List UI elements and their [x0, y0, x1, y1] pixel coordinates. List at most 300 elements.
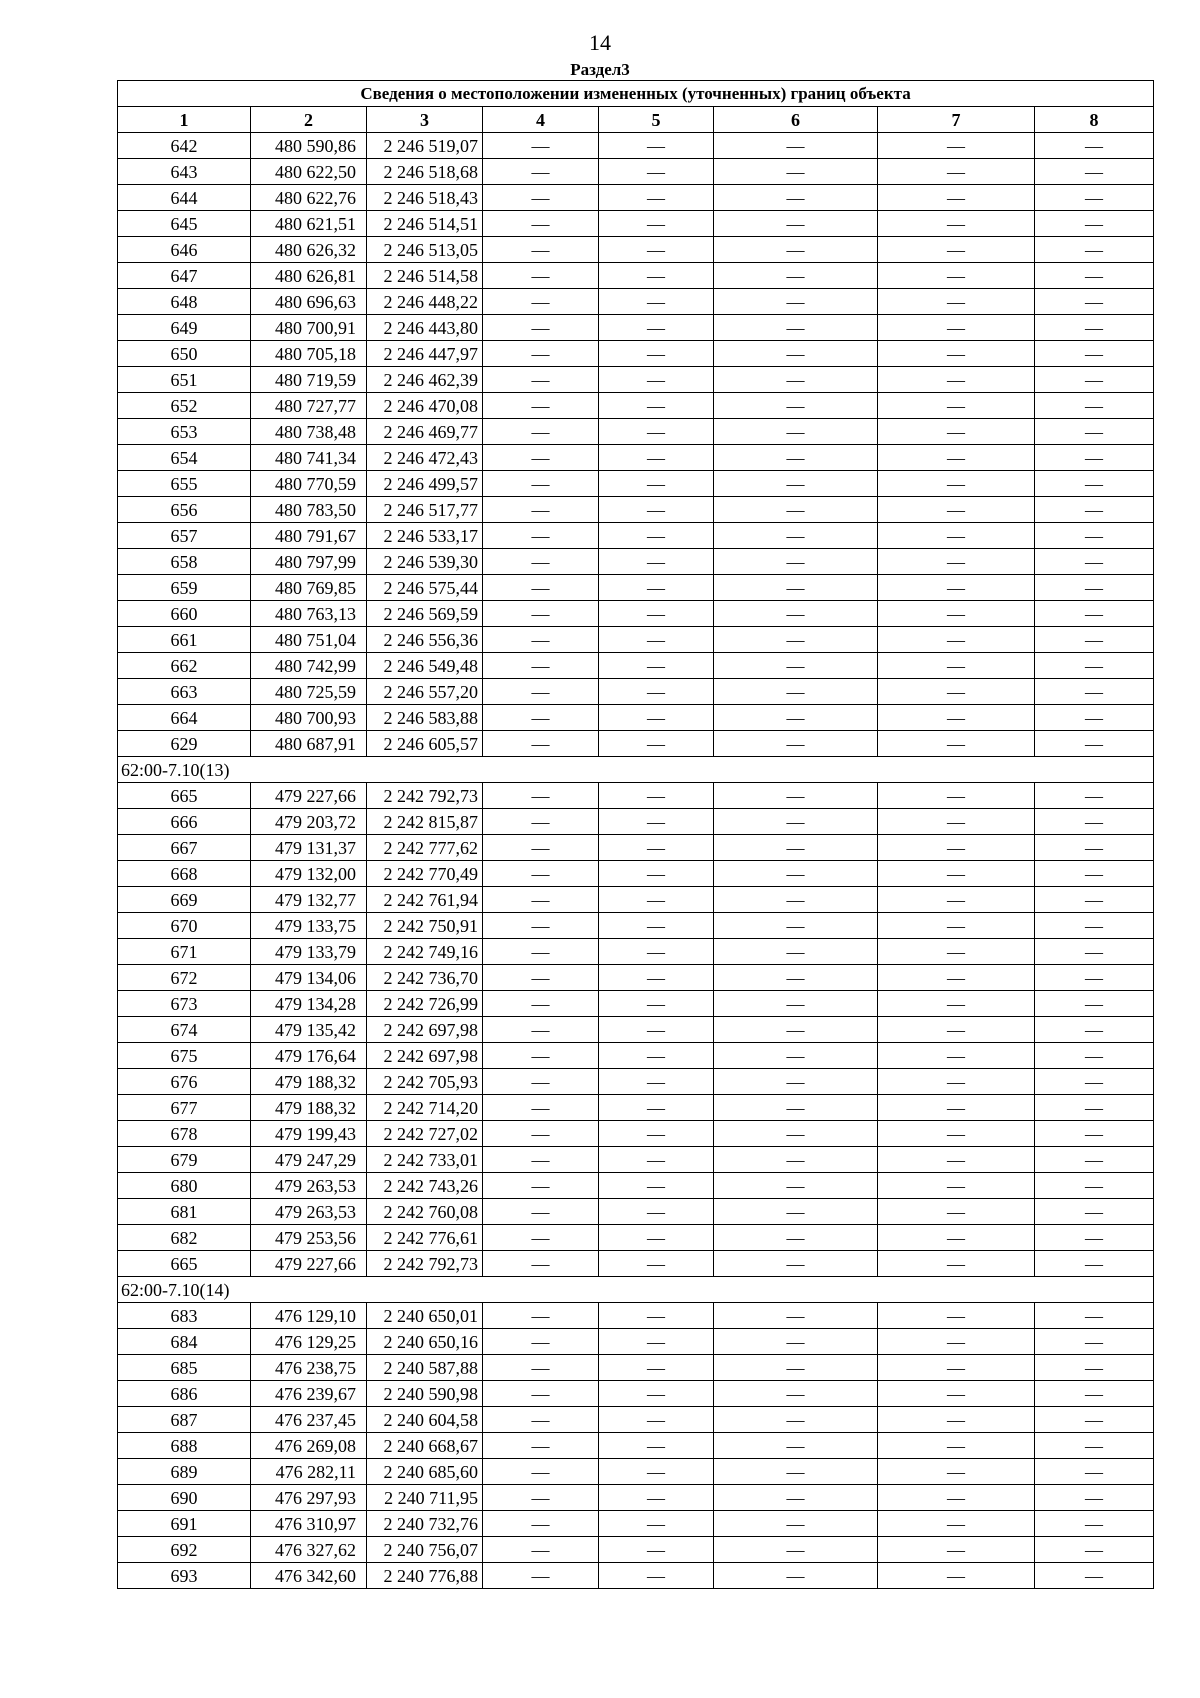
y-coordinate-cell: 2 246 519,07 — [367, 133, 483, 159]
x-coordinate-cell: 479 135,42 — [251, 1017, 367, 1043]
group-header-row — [118, 1277, 1154, 1303]
table-row — [118, 653, 1154, 679]
table-row — [118, 731, 1154, 757]
empty-value-cell: — — [878, 1329, 1035, 1355]
point-number-cell: 672 — [118, 965, 251, 991]
y-coordinate-cell: 2 246 518,43 — [367, 185, 483, 211]
point-number-cell: 651 — [118, 367, 251, 393]
empty-value-cell: — — [878, 393, 1035, 419]
page-number: 14 — [589, 30, 611, 55]
empty-value-cell: — — [483, 1173, 599, 1199]
point-number-cell: 682 — [118, 1225, 251, 1251]
x-coordinate-cell: 479 188,32 — [251, 1095, 367, 1121]
empty-value-cell: — — [878, 1355, 1035, 1381]
point-number-cell: 666 — [118, 809, 251, 835]
empty-value-cell: — — [714, 367, 878, 393]
empty-value-cell: — — [483, 1017, 599, 1043]
x-coordinate-cell: 480 621,51 — [251, 211, 367, 237]
empty-value-cell: — — [1035, 471, 1154, 497]
x-coordinate-cell: 479 132,00 — [251, 861, 367, 887]
empty-value-cell: — — [483, 835, 599, 861]
group-header-row — [118, 757, 1154, 783]
empty-value-cell: — — [1035, 1251, 1154, 1277]
y-coordinate-cell: 2 246 514,58 — [367, 263, 483, 289]
point-number-cell: 679 — [118, 1147, 251, 1173]
empty-value-cell: — — [1035, 731, 1154, 757]
y-coordinate-cell: 2 242 815,87 — [367, 809, 483, 835]
empty-value-cell: — — [1035, 575, 1154, 601]
x-coordinate-cell: 480 797,99 — [251, 549, 367, 575]
empty-value-cell: — — [878, 549, 1035, 575]
point-number-cell: 674 — [118, 1017, 251, 1043]
empty-value-cell: — — [714, 939, 878, 965]
y-coordinate-cell: 2 242 750,91 — [367, 913, 483, 939]
y-coordinate-cell: 2 246 447,97 — [367, 341, 483, 367]
empty-value-cell: — — [599, 1563, 714, 1589]
table-row — [118, 575, 1154, 601]
empty-value-cell: — — [714, 1355, 878, 1381]
y-coordinate-cell: 2 240 776,88 — [367, 1563, 483, 1589]
empty-value-cell: — — [714, 1017, 878, 1043]
table-row — [118, 341, 1154, 367]
point-number-cell: 647 — [118, 263, 251, 289]
y-coordinate-cell: 2 242 749,16 — [367, 939, 483, 965]
empty-value-cell: — — [483, 159, 599, 185]
empty-value-cell: — — [483, 549, 599, 575]
empty-value-cell: — — [878, 211, 1035, 237]
table-caption: Сведения о местоположении измененных (уточненных) границ объекта — [118, 81, 1154, 107]
empty-value-cell: — — [714, 887, 878, 913]
empty-value-cell: — — [714, 1485, 878, 1511]
empty-value-cell: — — [599, 471, 714, 497]
empty-value-cell: — — [878, 497, 1035, 523]
column-header: 1 — [118, 107, 251, 133]
empty-value-cell: — — [714, 1173, 878, 1199]
empty-value-cell: — — [599, 211, 714, 237]
empty-value-cell: — — [483, 1121, 599, 1147]
empty-value-cell: — — [483, 419, 599, 445]
x-coordinate-cell: 479 247,29 — [251, 1147, 367, 1173]
empty-value-cell: — — [878, 1537, 1035, 1563]
empty-value-cell: — — [599, 627, 714, 653]
empty-value-cell: — — [483, 1433, 599, 1459]
empty-value-cell: — — [1035, 965, 1154, 991]
empty-value-cell: — — [714, 1511, 878, 1537]
empty-value-cell: — — [483, 133, 599, 159]
point-number-cell: 690 — [118, 1485, 251, 1511]
point-number-cell: 693 — [118, 1563, 251, 1589]
point-number-cell: 648 — [118, 289, 251, 315]
empty-value-cell: — — [1035, 1173, 1154, 1199]
y-coordinate-cell: 2 246 513,05 — [367, 237, 483, 263]
empty-value-cell: — — [599, 133, 714, 159]
point-number-cell: 687 — [118, 1407, 251, 1433]
empty-value-cell: — — [599, 1407, 714, 1433]
table-row — [118, 289, 1154, 315]
empty-value-cell: — — [878, 783, 1035, 809]
parcel-group-label: 62:00-7.10(14) — [118, 1277, 1154, 1303]
x-coordinate-cell: 480 705,18 — [251, 341, 367, 367]
empty-value-cell: — — [483, 653, 599, 679]
empty-value-cell: — — [483, 1563, 599, 1589]
table-body — [118, 133, 1154, 1589]
empty-value-cell: — — [714, 263, 878, 289]
empty-value-cell: — — [483, 1407, 599, 1433]
empty-value-cell: — — [599, 237, 714, 263]
empty-value-cell: — — [483, 705, 599, 731]
y-coordinate-cell: 2 242 792,73 — [367, 783, 483, 809]
empty-value-cell: — — [714, 237, 878, 263]
empty-value-cell: — — [599, 835, 714, 861]
empty-value-cell: — — [1035, 1537, 1154, 1563]
empty-value-cell: — — [878, 1043, 1035, 1069]
empty-value-cell: — — [599, 731, 714, 757]
empty-value-cell: — — [878, 965, 1035, 991]
y-coordinate-cell: 2 240 711,95 — [367, 1485, 483, 1511]
empty-value-cell: — — [714, 211, 878, 237]
y-coordinate-cell: 2 240 650,16 — [367, 1329, 483, 1355]
empty-value-cell: — — [483, 809, 599, 835]
y-coordinate-cell: 2 242 770,49 — [367, 861, 483, 887]
table-row — [118, 1355, 1154, 1381]
empty-value-cell: — — [1035, 497, 1154, 523]
empty-value-cell: — — [483, 601, 599, 627]
table-row — [118, 1485, 1154, 1511]
empty-value-cell: — — [483, 575, 599, 601]
empty-value-cell: — — [714, 1199, 878, 1225]
empty-value-cell: — — [878, 679, 1035, 705]
x-coordinate-cell: 480 626,81 — [251, 263, 367, 289]
empty-value-cell: — — [483, 1537, 599, 1563]
empty-value-cell: — — [599, 263, 714, 289]
table-row — [118, 185, 1154, 211]
empty-value-cell: — — [714, 133, 878, 159]
y-coordinate-cell: 2 242 760,08 — [367, 1199, 483, 1225]
empty-value-cell: — — [599, 601, 714, 627]
empty-value-cell: — — [1035, 393, 1154, 419]
x-coordinate-cell: 479 133,79 — [251, 939, 367, 965]
empty-value-cell: — — [1035, 263, 1154, 289]
x-coordinate-cell: 479 227,66 — [251, 1251, 367, 1277]
empty-value-cell: — — [878, 861, 1035, 887]
y-coordinate-cell: 2 240 732,76 — [367, 1511, 483, 1537]
table-row — [118, 1251, 1154, 1277]
empty-value-cell: — — [714, 575, 878, 601]
table-row — [118, 263, 1154, 289]
table-row — [118, 601, 1154, 627]
section-title: Раздел3 — [570, 60, 630, 79]
empty-value-cell: — — [878, 1433, 1035, 1459]
x-coordinate-cell: 480 719,59 — [251, 367, 367, 393]
empty-value-cell: — — [599, 913, 714, 939]
point-number-cell: 669 — [118, 887, 251, 913]
table-row — [118, 445, 1154, 471]
empty-value-cell: — — [878, 627, 1035, 653]
empty-value-cell: — — [1035, 991, 1154, 1017]
table-row — [118, 393, 1154, 419]
x-coordinate-cell: 480 791,67 — [251, 523, 367, 549]
empty-value-cell: — — [599, 1225, 714, 1251]
x-coordinate-cell: 476 342,60 — [251, 1563, 367, 1589]
empty-value-cell: — — [599, 1355, 714, 1381]
y-coordinate-cell: 2 246 514,51 — [367, 211, 483, 237]
empty-value-cell: — — [599, 289, 714, 315]
empty-value-cell: — — [878, 809, 1035, 835]
empty-value-cell: — — [599, 1147, 714, 1173]
table-row — [118, 965, 1154, 991]
empty-value-cell: — — [714, 601, 878, 627]
point-number-cell: 685 — [118, 1355, 251, 1381]
x-coordinate-cell: 479 131,37 — [251, 835, 367, 861]
empty-value-cell: — — [714, 1329, 878, 1355]
empty-value-cell: — — [1035, 783, 1154, 809]
empty-value-cell: — — [1035, 237, 1154, 263]
empty-value-cell: — — [714, 1225, 878, 1251]
empty-value-cell: — — [1035, 601, 1154, 627]
empty-value-cell: — — [483, 1381, 599, 1407]
empty-value-cell: — — [483, 497, 599, 523]
table-row — [118, 315, 1154, 341]
point-number-cell: 673 — [118, 991, 251, 1017]
x-coordinate-cell: 479 176,64 — [251, 1043, 367, 1069]
empty-value-cell: — — [878, 653, 1035, 679]
x-coordinate-cell: 476 282,11 — [251, 1459, 367, 1485]
table-row — [118, 861, 1154, 887]
column-header: 4 — [483, 107, 599, 133]
empty-value-cell: — — [714, 1147, 878, 1173]
empty-value-cell: — — [483, 445, 599, 471]
empty-value-cell: — — [483, 1511, 599, 1537]
empty-value-cell: — — [483, 523, 599, 549]
empty-value-cell: — — [714, 1121, 878, 1147]
y-coordinate-cell: 2 246 556,36 — [367, 627, 483, 653]
empty-value-cell: — — [878, 1251, 1035, 1277]
empty-value-cell: — — [878, 419, 1035, 445]
empty-value-cell: — — [1035, 679, 1154, 705]
x-coordinate-cell: 480 738,48 — [251, 419, 367, 445]
empty-value-cell: — — [1035, 1303, 1154, 1329]
empty-value-cell: — — [878, 1563, 1035, 1589]
table-row — [118, 991, 1154, 1017]
empty-value-cell: — — [599, 315, 714, 341]
empty-value-cell: — — [714, 393, 878, 419]
y-coordinate-cell: 2 246 518,68 — [367, 159, 483, 185]
y-coordinate-cell: 2 240 650,01 — [367, 1303, 483, 1329]
empty-value-cell: — — [878, 1381, 1035, 1407]
x-coordinate-cell: 480 725,59 — [251, 679, 367, 705]
empty-value-cell: — — [1035, 523, 1154, 549]
empty-value-cell: — — [714, 835, 878, 861]
x-coordinate-cell: 476 129,10 — [251, 1303, 367, 1329]
x-coordinate-cell: 476 239,67 — [251, 1381, 367, 1407]
empty-value-cell: — — [714, 185, 878, 211]
point-number-cell: 658 — [118, 549, 251, 575]
empty-value-cell: — — [483, 393, 599, 419]
point-number-cell: 681 — [118, 1199, 251, 1225]
empty-value-cell: — — [714, 159, 878, 185]
empty-value-cell: — — [483, 1069, 599, 1095]
y-coordinate-cell: 2 242 777,62 — [367, 835, 483, 861]
table-row — [118, 1225, 1154, 1251]
empty-value-cell: — — [878, 523, 1035, 549]
empty-value-cell: — — [1035, 1485, 1154, 1511]
empty-value-cell: — — [1035, 1017, 1154, 1043]
x-coordinate-cell: 479 263,53 — [251, 1199, 367, 1225]
empty-value-cell: — — [878, 1173, 1035, 1199]
table-row — [118, 1069, 1154, 1095]
empty-value-cell: — — [878, 341, 1035, 367]
empty-value-cell: — — [483, 1043, 599, 1069]
empty-value-cell: — — [483, 211, 599, 237]
empty-value-cell: — — [878, 913, 1035, 939]
empty-value-cell: — — [1035, 705, 1154, 731]
table-row — [118, 679, 1154, 705]
table-row — [118, 1303, 1154, 1329]
table-row — [118, 1511, 1154, 1537]
table-row — [118, 809, 1154, 835]
empty-value-cell: — — [483, 1355, 599, 1381]
empty-value-cell: — — [1035, 1095, 1154, 1121]
empty-value-cell: — — [714, 653, 878, 679]
empty-value-cell: — — [714, 1043, 878, 1069]
empty-value-cell: — — [599, 1303, 714, 1329]
x-coordinate-cell: 479 134,06 — [251, 965, 367, 991]
x-coordinate-cell: 480 727,77 — [251, 393, 367, 419]
table-row — [118, 237, 1154, 263]
empty-value-cell: — — [1035, 1355, 1154, 1381]
empty-value-cell: — — [1035, 913, 1154, 939]
y-coordinate-cell: 2 242 727,02 — [367, 1121, 483, 1147]
table-row — [118, 211, 1154, 237]
empty-value-cell: — — [483, 1225, 599, 1251]
point-number-cell: 645 — [118, 211, 251, 237]
y-coordinate-cell: 2 246 499,57 — [367, 471, 483, 497]
empty-value-cell: — — [599, 419, 714, 445]
empty-value-cell: — — [1035, 159, 1154, 185]
empty-value-cell: — — [599, 1017, 714, 1043]
column-header: 2 — [251, 107, 367, 133]
point-number-cell: 654 — [118, 445, 251, 471]
empty-value-cell: — — [1035, 653, 1154, 679]
x-coordinate-cell: 480 622,50 — [251, 159, 367, 185]
point-number-cell: 650 — [118, 341, 251, 367]
empty-value-cell: — — [599, 367, 714, 393]
empty-value-cell: — — [714, 497, 878, 523]
empty-value-cell: — — [599, 939, 714, 965]
empty-value-cell: — — [483, 1095, 599, 1121]
table-row — [118, 1433, 1154, 1459]
empty-value-cell: — — [1035, 211, 1154, 237]
empty-value-cell: — — [1035, 185, 1154, 211]
y-coordinate-cell: 2 246 605,57 — [367, 731, 483, 757]
y-coordinate-cell: 2 246 575,44 — [367, 575, 483, 601]
x-coordinate-cell: 480 741,34 — [251, 445, 367, 471]
y-coordinate-cell: 2 242 743,26 — [367, 1173, 483, 1199]
empty-value-cell: — — [714, 1537, 878, 1563]
empty-value-cell: — — [1035, 367, 1154, 393]
table-row — [118, 1095, 1154, 1121]
empty-value-cell: — — [714, 861, 878, 887]
table-row — [118, 705, 1154, 731]
empty-value-cell: — — [714, 1407, 878, 1433]
point-number-cell: 652 — [118, 393, 251, 419]
column-header: 8 — [1035, 107, 1154, 133]
point-number-cell: 665 — [118, 783, 251, 809]
x-coordinate-cell: 476 310,97 — [251, 1511, 367, 1537]
point-number-cell: 688 — [118, 1433, 251, 1459]
empty-value-cell: — — [1035, 939, 1154, 965]
empty-value-cell: — — [483, 341, 599, 367]
y-coordinate-cell: 2 242 736,70 — [367, 965, 483, 991]
empty-value-cell: — — [878, 575, 1035, 601]
empty-value-cell: — — [599, 861, 714, 887]
y-coordinate-cell: 2 240 685,60 — [367, 1459, 483, 1485]
x-coordinate-cell: 479 132,77 — [251, 887, 367, 913]
empty-value-cell: — — [599, 1459, 714, 1485]
table-row — [118, 887, 1154, 913]
table-row — [118, 835, 1154, 861]
y-coordinate-cell: 2 246 569,59 — [367, 601, 483, 627]
point-number-cell: 661 — [118, 627, 251, 653]
empty-value-cell: — — [1035, 1121, 1154, 1147]
empty-value-cell: — — [483, 627, 599, 653]
empty-value-cell: — — [599, 1485, 714, 1511]
empty-value-cell: — — [878, 1485, 1035, 1511]
empty-value-cell: — — [483, 991, 599, 1017]
table-row — [118, 1381, 1154, 1407]
empty-value-cell: — — [714, 1069, 878, 1095]
empty-value-cell: — — [714, 913, 878, 939]
empty-value-cell: — — [599, 1433, 714, 1459]
point-number-cell: 649 — [118, 315, 251, 341]
point-number-cell: 686 — [118, 1381, 251, 1407]
point-number-cell: 643 — [118, 159, 251, 185]
empty-value-cell: — — [599, 341, 714, 367]
y-coordinate-cell: 2 246 549,48 — [367, 653, 483, 679]
empty-value-cell: — — [714, 1563, 878, 1589]
y-coordinate-cell: 2 242 705,93 — [367, 1069, 483, 1095]
empty-value-cell: — — [599, 1199, 714, 1225]
table-row — [118, 367, 1154, 393]
empty-value-cell: — — [714, 809, 878, 835]
y-coordinate-cell: 2 240 590,98 — [367, 1381, 483, 1407]
empty-value-cell: — — [483, 1147, 599, 1173]
table-row — [118, 549, 1154, 575]
y-coordinate-cell: 2 242 792,73 — [367, 1251, 483, 1277]
empty-value-cell: — — [1035, 809, 1154, 835]
parcel-group-label: 62:00-7.10(13) — [118, 757, 1154, 783]
x-coordinate-cell: 476 238,75 — [251, 1355, 367, 1381]
x-coordinate-cell: 480 590,86 — [251, 133, 367, 159]
empty-value-cell: — — [599, 991, 714, 1017]
empty-value-cell: — — [483, 1199, 599, 1225]
empty-value-cell: — — [599, 159, 714, 185]
column-header: 7 — [878, 107, 1035, 133]
empty-value-cell: — — [878, 887, 1035, 913]
empty-value-cell: — — [1035, 289, 1154, 315]
x-coordinate-cell: 479 199,43 — [251, 1121, 367, 1147]
point-number-cell: 668 — [118, 861, 251, 887]
point-number-cell: 662 — [118, 653, 251, 679]
y-coordinate-cell: 2 240 604,58 — [367, 1407, 483, 1433]
empty-value-cell: — — [483, 861, 599, 887]
table-row — [118, 1147, 1154, 1173]
point-number-cell: 653 — [118, 419, 251, 445]
table-row — [118, 159, 1154, 185]
y-coordinate-cell: 2 246 448,22 — [367, 289, 483, 315]
y-coordinate-cell: 2 246 517,77 — [367, 497, 483, 523]
y-coordinate-cell: 2 246 533,17 — [367, 523, 483, 549]
